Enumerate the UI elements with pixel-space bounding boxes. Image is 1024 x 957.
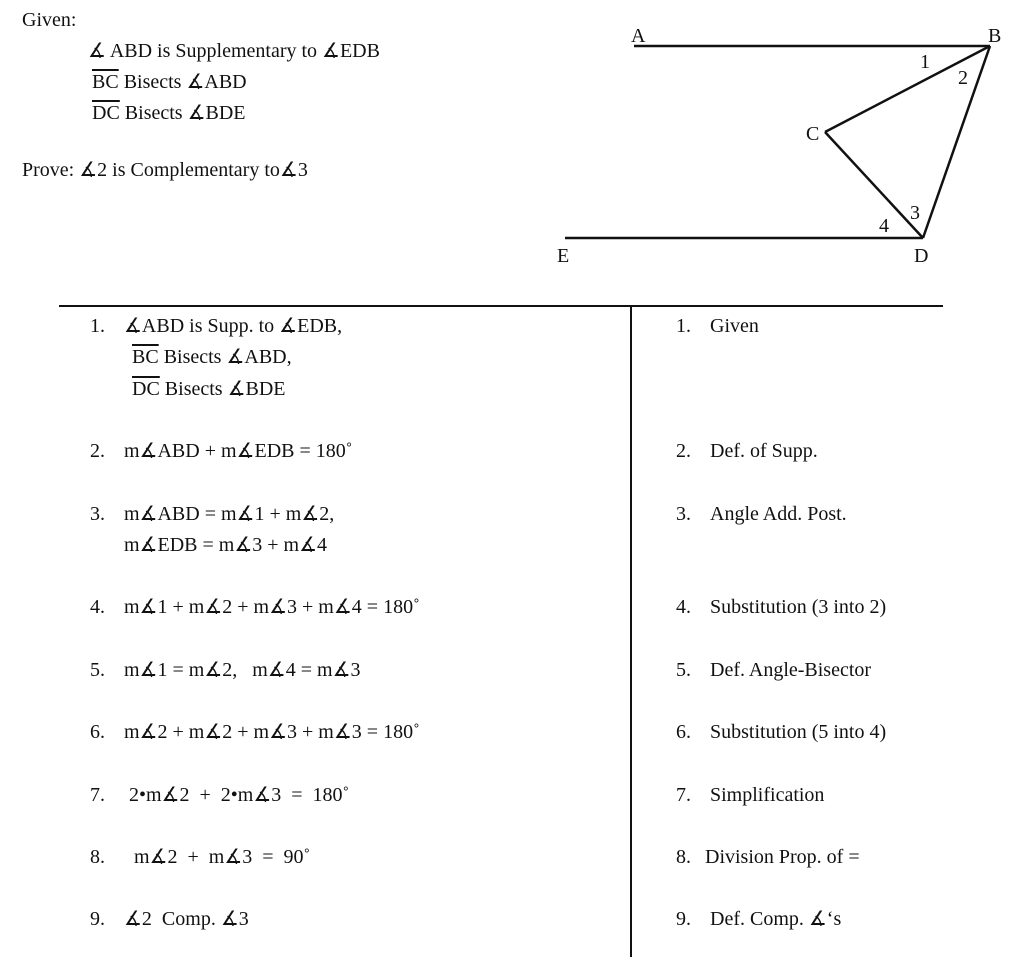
point-label-a: A — [631, 25, 646, 47]
statement-number: 7. — [90, 784, 105, 806]
geometry-diagram — [0, 0, 1024, 280]
segment-dc: $\overline{DC}$ — [132, 378, 160, 400]
statement-text: ∡2 Comp. ∡3 — [124, 908, 249, 930]
reason-row-6 — [676, 721, 886, 743]
reason-row-3 — [676, 503, 847, 525]
reason-row-4 — [676, 596, 886, 618]
statement-row-2 — [90, 440, 352, 462]
statement-row-3 — [90, 503, 334, 525]
reason-text: Substitution (5 into 4) — [710, 721, 887, 743]
statement-text: 2•m∡2 + 2•m∡3 = 180˚ — [124, 784, 350, 806]
statement-text: m∡ABD + m∡EDB = 180˚ — [124, 440, 353, 462]
statement-row-6 — [90, 721, 420, 743]
given-statement-1: ∡ ABD is Supplementary to ∡EDB — [88, 40, 380, 62]
reason-text: Substitution (3 into 2) — [710, 596, 887, 618]
statement-text: Bisects ∡BDE — [159, 378, 286, 400]
statement-number: 5. — [90, 659, 105, 681]
statement-text: m∡ABD = m∡1 + m∡2, — [124, 503, 335, 525]
proof-table-divider — [630, 305, 632, 957]
reason-number: 8. — [676, 846, 691, 868]
statement-row-1-line-2 — [132, 346, 292, 368]
prove-text: ∡2 is Complementary to∡3 — [79, 159, 308, 181]
statement-text: m∡2 + m∡3 = 90˚ — [124, 846, 311, 868]
statement-number: 1. — [90, 315, 105, 337]
statement-row-1 — [90, 315, 342, 337]
point-label-e: E — [557, 245, 570, 267]
reason-row-7 — [676, 784, 824, 806]
statement-text: ∡ABD is Supp. to ∡EDB, — [124, 315, 343, 337]
reason-text: Division Prop. of = — [705, 846, 860, 868]
reason-row-8 — [676, 846, 860, 868]
given-statement-2-text: Bisects ∡ABD — [118, 71, 247, 93]
angle-label-3: 3 — [910, 202, 920, 224]
given-statement-3-text: Bisects ∡BDE — [119, 102, 246, 124]
segment-cd-line — [825, 132, 923, 238]
statement-row-5 — [90, 659, 361, 681]
reason-number: 6. — [676, 721, 691, 743]
statement-number: 3. — [90, 503, 105, 525]
statement-row-8 — [90, 846, 310, 868]
statement-number: 2. — [90, 440, 105, 462]
reason-number: 2. — [676, 440, 691, 462]
statement-row-9 — [90, 908, 249, 930]
prove-label: Prove: — [22, 159, 75, 181]
proof-table-top-rule — [59, 305, 943, 307]
given-label: Given: — [22, 9, 77, 31]
segment-dc: $\overline{DC}$ — [92, 102, 120, 124]
statement-text: m∡1 = m∡2, m∡4 = m∡3 — [124, 659, 361, 681]
reason-text: Simplification — [710, 784, 825, 806]
statement-text: m∡2 + m∡2 + m∡3 + m∡3 = 180˚ — [124, 721, 420, 743]
reason-row-1 — [676, 315, 759, 337]
statement-row-7 — [90, 784, 349, 806]
reason-text: Def. Comp. ∡‘s — [710, 908, 842, 930]
reason-text: Given — [710, 315, 759, 337]
statement-number: 9. — [90, 908, 105, 930]
statement-number: 8. — [90, 846, 105, 868]
reason-row-9 — [676, 908, 841, 930]
reason-text: Angle Add. Post. — [710, 503, 847, 525]
reason-text: Def. Angle-Bisector — [710, 659, 872, 681]
point-label-b: B — [988, 25, 1002, 47]
reason-number: 3. — [676, 503, 691, 525]
segment-bc: $\overline{BC}$ — [92, 71, 119, 93]
point-label-c: C — [806, 123, 820, 145]
reason-number: 4. — [676, 596, 691, 618]
angle-label-2: 2 — [958, 67, 968, 89]
reason-row-5 — [676, 659, 871, 681]
statement-row-1-line-3 — [132, 378, 286, 400]
angle-label-4: 4 — [879, 215, 889, 237]
statement-text: Bisects ∡ABD, — [158, 346, 292, 368]
reason-number: 5. — [676, 659, 691, 681]
reason-number: 7. — [676, 784, 691, 806]
reason-row-2 — [676, 440, 818, 462]
statement-row-3-line-2: m∡EDB = m∡3 + m∡4 — [124, 534, 328, 556]
statement-number: 6. — [90, 721, 105, 743]
segment-bc: $\overline{BC}$ — [132, 346, 159, 368]
reason-number: 9. — [676, 908, 691, 930]
reason-text: Def. of Supp. — [710, 440, 818, 462]
statement-row-4 — [90, 596, 420, 618]
angle-label-1: 1 — [920, 51, 930, 73]
statement-text: m∡1 + m∡2 + m∡3 + m∡4 = 180˚ — [124, 596, 420, 618]
reason-number: 1. — [676, 315, 691, 337]
statement-number: 4. — [90, 596, 105, 618]
point-label-d: D — [914, 245, 929, 267]
